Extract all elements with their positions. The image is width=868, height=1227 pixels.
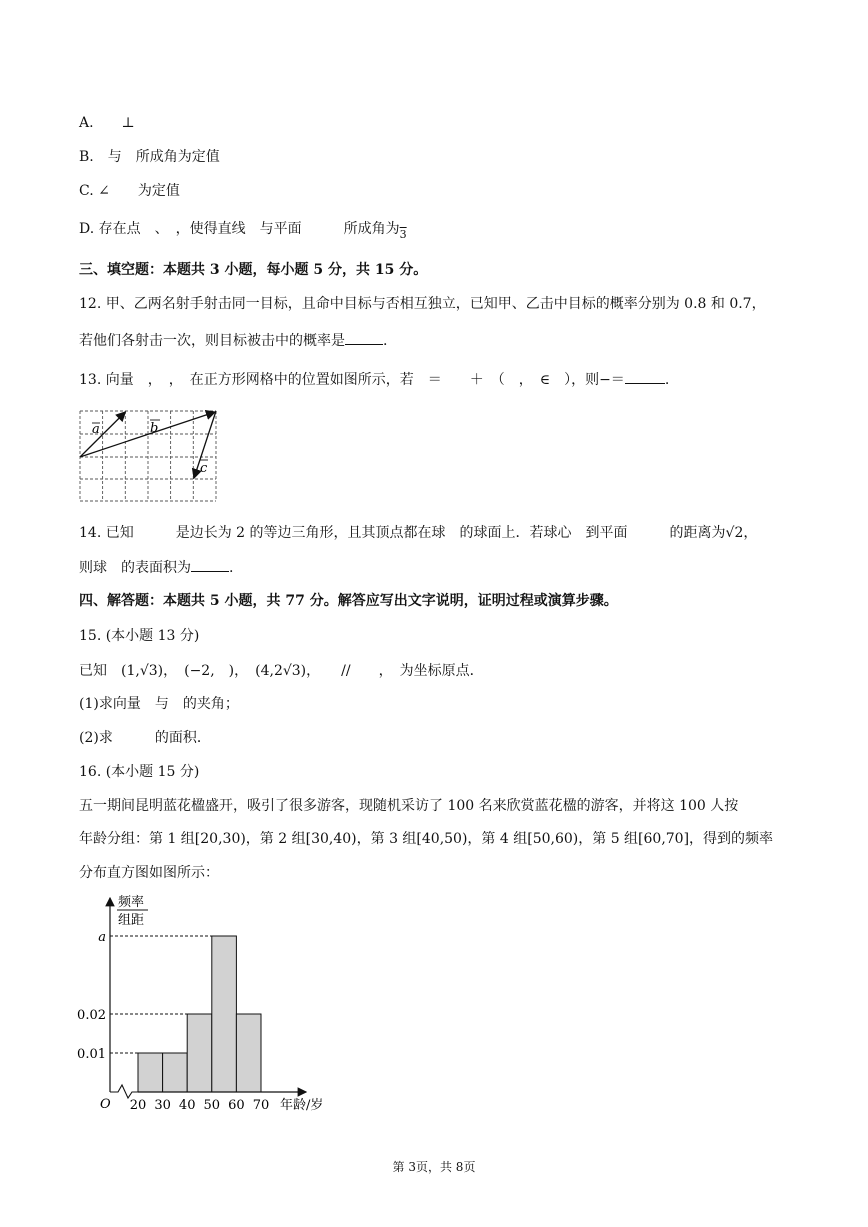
- y-tick-label: 0.01: [77, 1047, 106, 1062]
- vector-a-label: a: [92, 422, 100, 437]
- q16-title: 16. (本小题 15 分): [79, 764, 200, 780]
- answer-blank: [191, 557, 229, 572]
- answer-blank: [625, 369, 665, 384]
- q14-line2: 则球 的表面积为 .: [79, 557, 233, 578]
- q12-line2: 若他们各射击一次，则目标被击中的概率是 .: [79, 330, 387, 351]
- option-d: [79, 219, 407, 240]
- histogram-bar: [163, 1053, 188, 1092]
- q15-part1: (1)求向量 与 的夹角；: [79, 696, 239, 712]
- q15-part2: (2)求 的面积．: [79, 730, 211, 746]
- answer-blank: [345, 330, 383, 345]
- vector-b-label: b: [150, 421, 159, 436]
- y-axis-label-top: 频率: [118, 895, 145, 910]
- q12-text: 若他们各射击一次，则目标被击中的概率是: [79, 333, 345, 349]
- x-tick-label: 70: [252, 1098, 270, 1113]
- histogram-bar: [138, 1053, 163, 1092]
- y-tick-label: 0.02: [77, 1008, 106, 1023]
- x-tick-label: 50: [203, 1098, 221, 1113]
- section-4-heading: 四、解答题：本题共 5 小题，共 77 分。解答应写出文字说明，证明过程或演算步骤。: [79, 593, 618, 609]
- origin-label: O: [100, 1097, 111, 1112]
- option-a: A. ⊥: [79, 115, 135, 131]
- y-axis-label-bottom: 组距: [118, 913, 145, 928]
- option-d-fraction: 3: [399, 228, 407, 241]
- q16-line1: 五一期间昆明蓝花楹盛开，吸引了很多游客，现随机采访了 100 名来欣赏蓝花楹的游客，并将这 100 人按: [79, 798, 739, 814]
- histogram-bar: [212, 936, 237, 1092]
- x-tick-label: 60: [228, 1098, 245, 1113]
- histogram-bar: [236, 1014, 261, 1092]
- y-tick-label: a: [98, 930, 106, 945]
- q14-line1: 14. 已知 是边长为 2 的等边三角形，且其顶点都在球 的球面上．若球心 到平面 的距离为√2，: [79, 525, 758, 541]
- frequency-histogram: [74, 890, 344, 1120]
- q15-line1: 已知 (1,√3)， (−2, )， (4,2√3)， // ， 为坐标原点．: [79, 663, 484, 679]
- x-axis-label: 年龄/岁: [280, 1098, 324, 1113]
- histogram-bar: [187, 1014, 212, 1092]
- q16-line2: 年龄分组：第 1 组[20,30)，第 2 组[30,40)，第 3 组[40,50)，第 4 组[50,60)，第 5 组[60,70]，得到的频率: [79, 831, 774, 847]
- x-tick-label: 20: [129, 1098, 147, 1113]
- vector-c-label: c: [200, 461, 208, 476]
- x-tick-label: 30: [154, 1098, 171, 1113]
- vector-b-arrow: [80, 412, 215, 457]
- q13-text: 13. 向量 ， ， 在正方形网格中的位置如图所示，若 ＝ ＋ （ ， ∈ ），则−＝: [79, 372, 625, 388]
- vector-grid-figure: [78, 408, 220, 504]
- option-b: B. 与 所成角为定值: [79, 149, 220, 165]
- x-tick-label: 40: [178, 1098, 196, 1113]
- option-c: C. ∠ 为定值: [79, 183, 180, 199]
- q15-title: 15. (本小题 13 分): [79, 628, 200, 644]
- q12-line1: 12. 甲、乙两名射手射击同一目标，且命中目标与否相互独立，已知甲、乙击中目标的概率分别为 0.8 和 0.7，: [79, 296, 766, 312]
- page-footer: 第 3页，共 8页: [392, 1160, 476, 1174]
- q14-text: 则球 的表面积为: [79, 560, 191, 576]
- axis-break: [110, 1085, 138, 1098]
- section-3-heading: 三、填空题：本题共 3 小题，每小题 5 分，共 15 分。: [79, 262, 428, 278]
- option-d-text: D. 存在点 、 ，使得直线 与平面 所成角为: [79, 221, 400, 237]
- q13-line1: 13. 向量 ， ， 在正方形网格中的位置如图所示，若 ＝ ＋ （ ， ∈ ），则−＝ .: [79, 369, 669, 390]
- q16-line3: 分布直方图如图所示：: [79, 865, 219, 881]
